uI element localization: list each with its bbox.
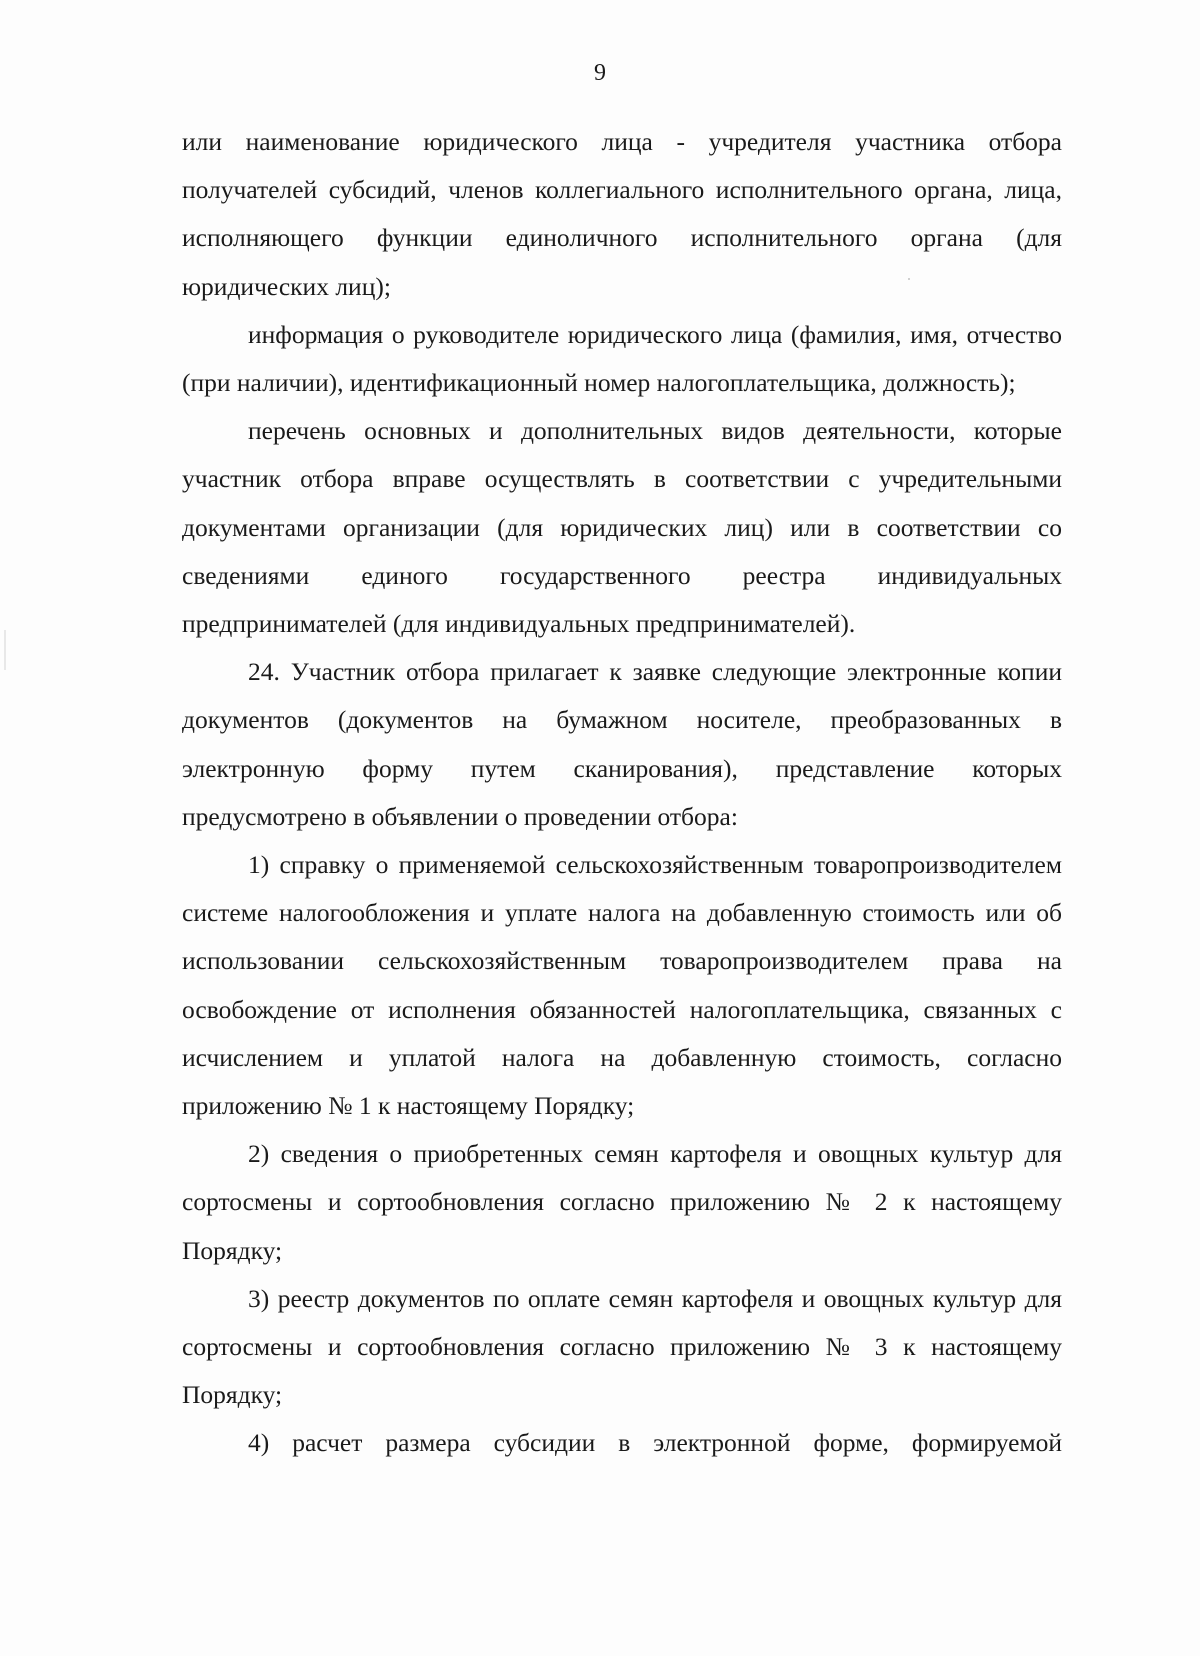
scan-artifact [4,630,6,670]
paragraph-manager-info: информация о руководителе юридического лица (фамилия, имя, отчество (при наличии), идентификационный номер налогоплательщика, должность); [182,319,1062,398]
paragraph-item-24: 24. Участник отбора прилагает к заявке следующие электронные копии документов (документов на бумажном носителе, преобразованных в электронную форму путем сканирования), представление которых предусмотрено в объявлении о проведении отбора: [182,657,1062,831]
document-body [182,118,1062,1468]
scan-artifact-dot [908,278,910,280]
paragraph-legal-entity-founder: или наименование юридического лица - учредителя участника отбора получателей субсидий, членов коллегиального исполнительного органа, лица, исполняющего функции единоличного исполнительного органа (для юридических лиц); [182,127,1062,301]
paragraph-subitem-1: 1) справку о применяемой сельскохозяйственным товаропроизводителем системе налогообложения и уплате налога на добавленную стоимость или об использовании сельскохозяйственным товаропроизводителем права на освобождение от исполнения обязанностей налогоплательщика, связанных с исчислением и уплатой налога на добавленную стоимость, согласно приложению № 1 к настоящему Порядку; [182,850,1062,1121]
paragraph-activity-list: перечень основных и дополнительных видов деятельности, которые участник отбора вправе осуществлять в соответствии с учредительными документами организации (для юридических лиц) или в соответствии со сведениями единого государственного реестра индивидуальных предпринимателей (для индивидуальных предпринимателей). [182,416,1062,639]
paragraph-subitem-3: 3) реестр документов по оплате семян картофеля и овощных культур для сортосмены и сортообновления согласно приложению № 3 к настоящему Порядку; [182,1283,1062,1410]
page-number: 9 [594,60,606,86]
paragraph-subitem-2: 2) сведения о приобретенных семян картофеля и овощных культур для сортосмены и сортообновления согласно приложению № 2 к настоящему Порядку; [182,1139,1062,1265]
paragraph-subitem-4: 4) расчет размера субсидии в электронной форме, формируемой [248,1428,1062,1458]
